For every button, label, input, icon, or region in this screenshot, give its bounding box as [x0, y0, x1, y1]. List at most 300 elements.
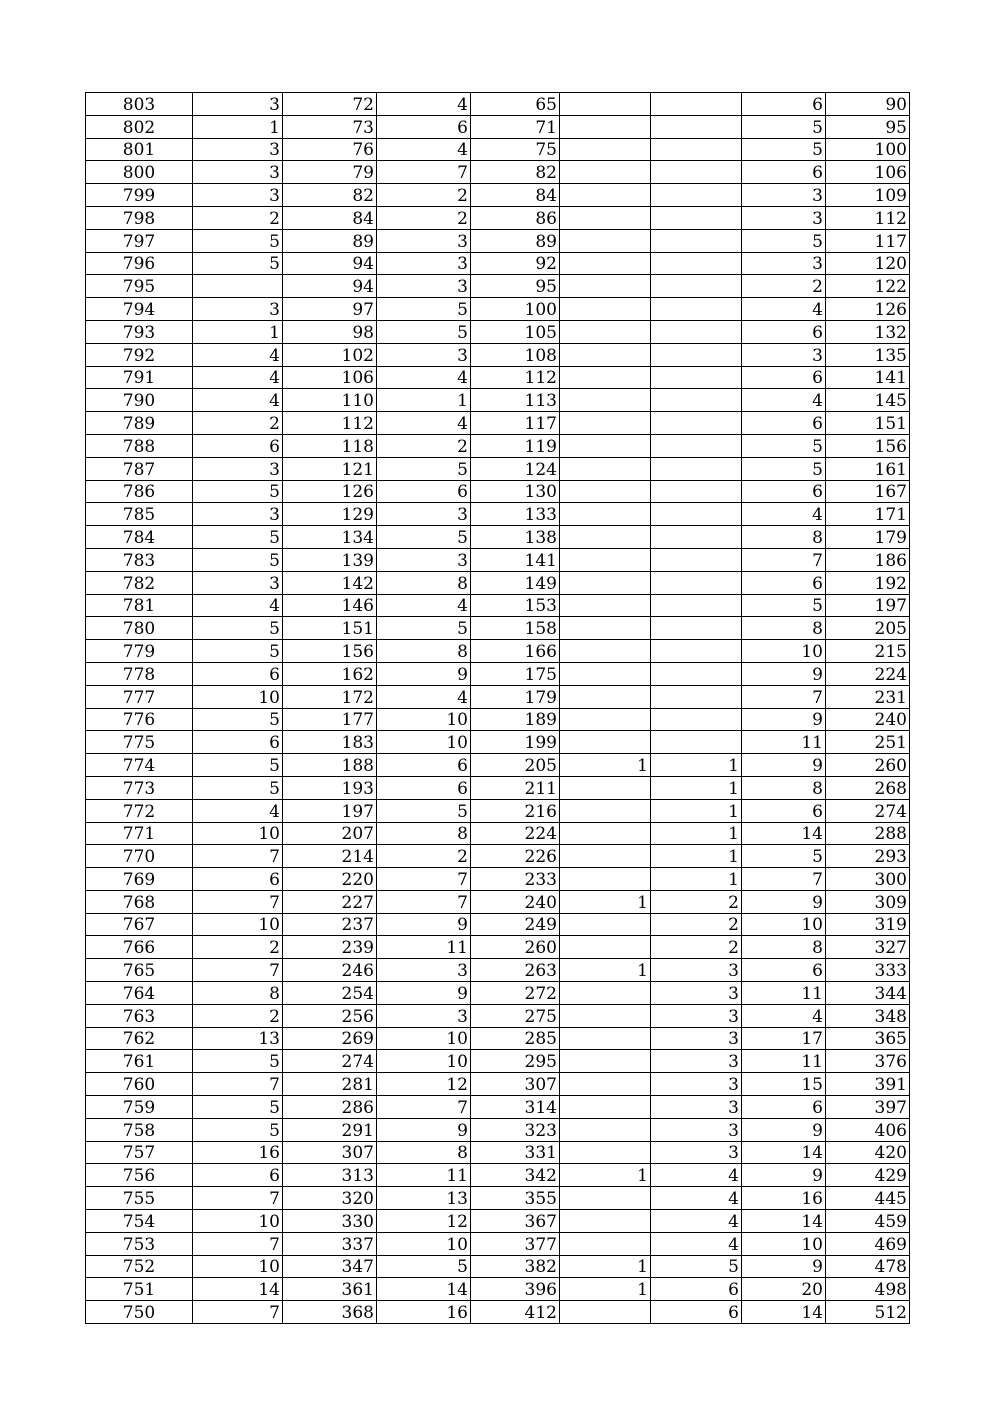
table-cell: 2: [193, 412, 283, 435]
table-cell: [651, 571, 742, 594]
table-cell: [560, 594, 651, 617]
table-cell: [651, 275, 742, 298]
table-cell: [560, 320, 651, 343]
table-cell: 260: [471, 936, 560, 959]
table-cell: [560, 206, 651, 229]
table-row: [86, 1050, 910, 1073]
table-cell: 272: [471, 982, 560, 1005]
table-cell: 118: [283, 434, 377, 457]
table-cell: 9: [742, 708, 826, 731]
table-cell: [651, 708, 742, 731]
score-cell: 751: [86, 1278, 193, 1301]
table-row: [86, 1027, 910, 1050]
table-cell: [560, 161, 651, 184]
table-row: [86, 708, 910, 731]
table-cell: 6: [193, 731, 283, 754]
table-cell: 110: [283, 389, 377, 412]
table-cell: 6: [193, 868, 283, 891]
table-cell: 4: [742, 389, 826, 412]
table-cell: 7: [742, 548, 826, 571]
table-cell: 1: [560, 890, 651, 913]
table-cell: [560, 229, 651, 252]
table-cell: [560, 389, 651, 412]
table-cell: 4: [742, 298, 826, 321]
table-cell: 183: [283, 731, 377, 754]
score-cell: 779: [86, 640, 193, 663]
table-row: [86, 1187, 910, 1210]
table-cell: [651, 184, 742, 207]
table-cell: 5: [742, 138, 826, 161]
table-cell: 445: [826, 1187, 910, 1210]
table-cell: 12: [377, 1073, 471, 1096]
score-cell: 760: [86, 1073, 193, 1096]
table-body: [86, 93, 910, 1324]
table-cell: [651, 640, 742, 663]
table-cell: 4: [651, 1187, 742, 1210]
table-cell: 166: [471, 640, 560, 663]
table-cell: 10: [742, 1232, 826, 1255]
table-cell: [560, 1187, 651, 1210]
table-row: [86, 571, 910, 594]
score-cell: 759: [86, 1096, 193, 1119]
table-cell: 307: [471, 1073, 560, 1096]
table-cell: 6: [742, 571, 826, 594]
table-cell: 3: [193, 571, 283, 594]
table-cell: 469: [826, 1232, 910, 1255]
table-cell: 342: [471, 1164, 560, 1187]
score-cell: 766: [86, 936, 193, 959]
table-cell: 2: [651, 890, 742, 913]
table-cell: 344: [826, 982, 910, 1005]
table-cell: [651, 343, 742, 366]
table-cell: [651, 320, 742, 343]
table-cell: [560, 275, 651, 298]
table-cell: 224: [471, 822, 560, 845]
table-cell: 73: [283, 115, 377, 138]
table-cell: 268: [826, 776, 910, 799]
table-row: [86, 457, 910, 480]
score-cell: 788: [86, 434, 193, 457]
table-cell: [651, 115, 742, 138]
table-cell: 16: [742, 1187, 826, 1210]
table-cell: [560, 776, 651, 799]
table-cell: 193: [283, 776, 377, 799]
table-cell: 5: [193, 708, 283, 731]
score-cell: 772: [86, 799, 193, 822]
table-cell: 13: [193, 1027, 283, 1050]
table-cell: 337: [283, 1232, 377, 1255]
table-cell: [560, 617, 651, 640]
table-row: [86, 320, 910, 343]
table-cell: 5: [193, 776, 283, 799]
table-cell: 4: [193, 799, 283, 822]
table-cell: 167: [826, 480, 910, 503]
table-cell: 6: [742, 959, 826, 982]
table-cell: 124: [471, 457, 560, 480]
table-cell: [651, 93, 742, 116]
table-cell: [560, 480, 651, 503]
table-row: [86, 959, 910, 982]
table-cell: 254: [283, 982, 377, 1005]
table-cell: 3: [193, 298, 283, 321]
table-cell: 333: [826, 959, 910, 982]
table-cell: 135: [826, 343, 910, 366]
table-cell: [560, 822, 651, 845]
table-cell: 6: [193, 1164, 283, 1187]
table-cell: 142: [283, 571, 377, 594]
table-cell: 5: [193, 548, 283, 571]
table-cell: 1: [560, 1255, 651, 1278]
table-row: [86, 93, 910, 116]
table-cell: 2: [651, 913, 742, 936]
table-cell: 8: [742, 617, 826, 640]
table-cell: 161: [826, 457, 910, 480]
table-cell: 8: [742, 776, 826, 799]
table-cell: 5: [193, 1050, 283, 1073]
table-row: [86, 434, 910, 457]
table-cell: 10: [193, 685, 283, 708]
table-cell: 156: [283, 640, 377, 663]
score-cell: 802: [86, 115, 193, 138]
table-cell: [560, 184, 651, 207]
table-cell: [651, 389, 742, 412]
table-cell: 237: [283, 913, 377, 936]
table-cell: 3: [651, 1118, 742, 1141]
table-cell: 7: [193, 845, 283, 868]
table-cell: 6: [742, 161, 826, 184]
table-cell: 199: [471, 731, 560, 754]
table-row: [86, 206, 910, 229]
score-cell: 785: [86, 503, 193, 526]
table-cell: [651, 298, 742, 321]
score-cell: 752: [86, 1255, 193, 1278]
table-cell: [651, 161, 742, 184]
table-row: [86, 184, 910, 207]
table-row: [86, 1141, 910, 1164]
table-cell: 15: [742, 1073, 826, 1096]
score-cell: 786: [86, 480, 193, 503]
table-cell: 3: [651, 1141, 742, 1164]
table-cell: 6: [742, 412, 826, 435]
table-cell: 3: [742, 206, 826, 229]
table-cell: 3: [377, 959, 471, 982]
table-row: [86, 229, 910, 252]
table-cell: 3: [651, 959, 742, 982]
table-cell: [560, 868, 651, 891]
table-cell: 291: [283, 1118, 377, 1141]
table-cell: 5: [742, 434, 826, 457]
table-cell: 122: [826, 275, 910, 298]
table-cell: 412: [471, 1301, 560, 1324]
table-cell: 82: [471, 161, 560, 184]
table-cell: 313: [283, 1164, 377, 1187]
score-cell: 789: [86, 412, 193, 435]
table-cell: 10: [193, 1255, 283, 1278]
table-cell: 94: [283, 252, 377, 275]
table-cell: [560, 913, 651, 936]
table-cell: [651, 138, 742, 161]
table-cell: 100: [471, 298, 560, 321]
score-cell: 768: [86, 890, 193, 913]
table-cell: [560, 1004, 651, 1027]
table-cell: 5: [193, 526, 283, 549]
table-cell: 9: [742, 1164, 826, 1187]
score-cell: 776: [86, 708, 193, 731]
table-cell: 89: [471, 229, 560, 252]
table-cell: 3: [377, 343, 471, 366]
table-row: [86, 480, 910, 503]
table-cell: 8: [377, 1141, 471, 1164]
table-cell: 120: [826, 252, 910, 275]
table-cell: 3: [742, 184, 826, 207]
table-cell: 7: [193, 1301, 283, 1324]
table-cell: 2: [193, 936, 283, 959]
table-cell: 113: [471, 389, 560, 412]
table-row: [86, 1118, 910, 1141]
table-cell: 7: [377, 868, 471, 891]
table-cell: 65: [471, 93, 560, 116]
table-cell: 5: [193, 617, 283, 640]
table-row: [86, 252, 910, 275]
table-cell: 5: [377, 457, 471, 480]
table-cell: 3: [193, 138, 283, 161]
table-cell: [560, 457, 651, 480]
table-cell: 11: [377, 936, 471, 959]
table-cell: 309: [826, 890, 910, 913]
table-cell: 211: [471, 776, 560, 799]
table-cell: 189: [471, 708, 560, 731]
table-row: [86, 617, 910, 640]
table-cell: 4: [377, 685, 471, 708]
table-cell: [560, 138, 651, 161]
table-cell: 10: [193, 913, 283, 936]
table-cell: 7: [193, 1187, 283, 1210]
table-cell: 5: [651, 1255, 742, 1278]
table-row: [86, 1301, 910, 1324]
table-cell: 145: [826, 389, 910, 412]
table-cell: [560, 366, 651, 389]
table-cell: 239: [283, 936, 377, 959]
table-cell: 10: [377, 708, 471, 731]
score-cell: 784: [86, 526, 193, 549]
table-cell: 109: [826, 184, 910, 207]
table-cell: 498: [826, 1278, 910, 1301]
table-row: [86, 640, 910, 663]
table-cell: 355: [471, 1187, 560, 1210]
table-cell: [560, 1141, 651, 1164]
table-cell: 112: [826, 206, 910, 229]
table-cell: 275: [471, 1004, 560, 1027]
score-cell: 781: [86, 594, 193, 617]
table-cell: 14: [742, 822, 826, 845]
table-cell: 6: [193, 434, 283, 457]
table-cell: 6: [377, 776, 471, 799]
table-row: [86, 389, 910, 412]
score-cell: 794: [86, 298, 193, 321]
table-cell: 5: [742, 229, 826, 252]
table-cell: 216: [471, 799, 560, 822]
table-cell: 10: [742, 913, 826, 936]
table-cell: 1: [560, 1164, 651, 1187]
table-cell: 256: [283, 1004, 377, 1027]
table-cell: 71: [471, 115, 560, 138]
table-cell: 3: [193, 184, 283, 207]
table-cell: 478: [826, 1255, 910, 1278]
table-cell: 5: [377, 799, 471, 822]
table-cell: 5: [193, 252, 283, 275]
score-cell: 790: [86, 389, 193, 412]
table-row: [86, 298, 910, 321]
table-cell: 79: [283, 161, 377, 184]
table-cell: 6: [742, 480, 826, 503]
table-cell: 263: [471, 959, 560, 982]
table-cell: 6: [193, 662, 283, 685]
table-cell: 11: [377, 1164, 471, 1187]
table-cell: 5: [377, 1255, 471, 1278]
table-cell: 205: [826, 617, 910, 640]
table-cell: 102: [283, 343, 377, 366]
table-cell: 16: [193, 1141, 283, 1164]
table-cell: 5: [377, 526, 471, 549]
table-cell: 7: [193, 1232, 283, 1255]
table-cell: 156: [826, 434, 910, 457]
table-cell: 5: [742, 594, 826, 617]
table-cell: 141: [826, 366, 910, 389]
score-cell: 758: [86, 1118, 193, 1141]
table-cell: 12: [377, 1210, 471, 1233]
table-cell: 5: [742, 115, 826, 138]
table-cell: 319: [826, 913, 910, 936]
table-cell: [651, 594, 742, 617]
table-cell: 300: [826, 868, 910, 891]
table-cell: 9: [377, 982, 471, 1005]
table-row: [86, 343, 910, 366]
table-row: [86, 1096, 910, 1119]
table-cell: 10: [377, 1050, 471, 1073]
table-cell: 3: [377, 503, 471, 526]
score-cell: 770: [86, 845, 193, 868]
table-cell: 134: [283, 526, 377, 549]
table-cell: 139: [283, 548, 377, 571]
table-cell: 1: [193, 115, 283, 138]
table-cell: 75: [471, 138, 560, 161]
table-cell: 2: [193, 206, 283, 229]
table-cell: 17: [742, 1027, 826, 1050]
table-cell: 377: [471, 1232, 560, 1255]
table-cell: 4: [377, 366, 471, 389]
table-cell: 6: [377, 115, 471, 138]
table-cell: 4: [193, 389, 283, 412]
table-cell: [651, 412, 742, 435]
table-cell: 10: [377, 1027, 471, 1050]
table-cell: 72: [283, 93, 377, 116]
table-cell: 3: [651, 982, 742, 1005]
table-cell: 4: [377, 594, 471, 617]
table-cell: 186: [826, 548, 910, 571]
table-cell: 153: [471, 594, 560, 617]
table-row: [86, 776, 910, 799]
table-cell: [560, 1301, 651, 1324]
table-cell: 126: [283, 480, 377, 503]
table-cell: 3: [193, 457, 283, 480]
table-cell: [651, 503, 742, 526]
table-row: [86, 1004, 910, 1027]
table-cell: 5: [193, 640, 283, 663]
table-cell: 205: [471, 754, 560, 777]
table-cell: [560, 412, 651, 435]
table-cell: 1: [651, 754, 742, 777]
table-cell: 4: [651, 1232, 742, 1255]
table-cell: 177: [283, 708, 377, 731]
table-cell: 3: [651, 1096, 742, 1119]
score-cell: 774: [86, 754, 193, 777]
table-row: [86, 594, 910, 617]
table-cell: 3: [742, 252, 826, 275]
table-cell: [560, 845, 651, 868]
table-cell: 240: [471, 890, 560, 913]
table-cell: [651, 731, 742, 754]
table-cell: 9: [742, 1255, 826, 1278]
table-cell: [560, 662, 651, 685]
table-cell: 11: [742, 1050, 826, 1073]
table-cell: 4: [377, 138, 471, 161]
table-cell: 6: [742, 366, 826, 389]
table-cell: 188: [283, 754, 377, 777]
table-cell: 192: [826, 571, 910, 594]
table-cell: 9: [377, 662, 471, 685]
table-cell: [651, 206, 742, 229]
table-cell: 368: [283, 1301, 377, 1324]
table-cell: [560, 1210, 651, 1233]
table-cell: 106: [826, 161, 910, 184]
score-cell: 801: [86, 138, 193, 161]
table-cell: 84: [283, 206, 377, 229]
table-cell: [560, 1050, 651, 1073]
table-cell: 151: [826, 412, 910, 435]
table-row: [86, 1164, 910, 1187]
table-cell: 3: [193, 503, 283, 526]
table-cell: 14: [742, 1301, 826, 1324]
score-cell: 757: [86, 1141, 193, 1164]
table-cell: 112: [283, 412, 377, 435]
score-cell: 769: [86, 868, 193, 891]
table-cell: 14: [742, 1141, 826, 1164]
table-cell: [560, 571, 651, 594]
table-cell: 97: [283, 298, 377, 321]
table-cell: 7: [377, 890, 471, 913]
table-cell: 288: [826, 822, 910, 845]
table-cell: [560, 799, 651, 822]
table-cell: 9: [742, 662, 826, 685]
table-cell: 307: [283, 1141, 377, 1164]
table-cell: 327: [826, 936, 910, 959]
table-cell: 162: [283, 662, 377, 685]
table-cell: 2: [377, 845, 471, 868]
table-cell: 94: [283, 275, 377, 298]
table-cell: 6: [742, 93, 826, 116]
table-cell: [560, 115, 651, 138]
table-cell: 6: [377, 754, 471, 777]
table-row: [86, 890, 910, 913]
table-cell: 133: [471, 503, 560, 526]
score-cell: 795: [86, 275, 193, 298]
table-cell: [560, 93, 651, 116]
table-cell: 406: [826, 1118, 910, 1141]
table-cell: 5: [742, 457, 826, 480]
table-cell: 6: [742, 320, 826, 343]
table-cell: 1: [651, 845, 742, 868]
table-row: [86, 822, 910, 845]
